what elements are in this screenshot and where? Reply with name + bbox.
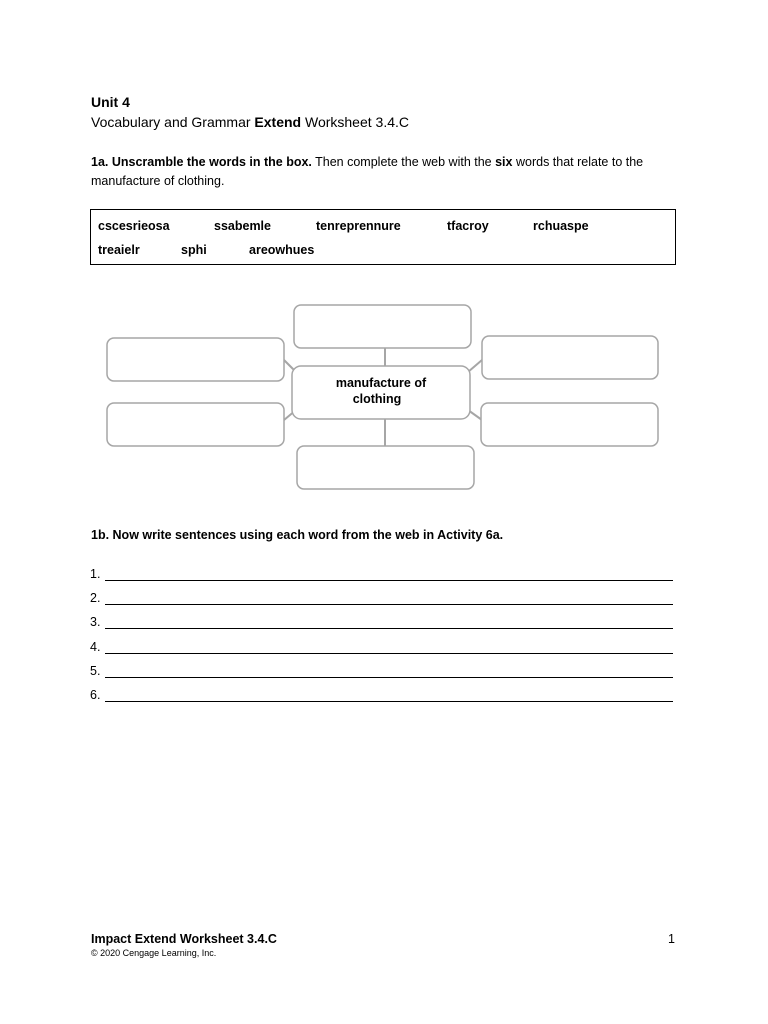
activity-1a-text-pre: Then complete the web with the bbox=[311, 155, 496, 169]
scrambled-word: areowhues bbox=[249, 243, 315, 257]
activity-1a-label: 1a. Unscramble the words in the box. bbox=[91, 155, 312, 169]
web-answer-box-bottom[interactable] bbox=[297, 446, 474, 489]
activity-1b-instruction: 1b. Now write sentences using each word from the web in Activity 6a. bbox=[91, 528, 504, 542]
writing-rule bbox=[105, 604, 673, 605]
scrambled-word: cscesrieosa bbox=[98, 219, 170, 233]
web-answer-box-upper-left[interactable] bbox=[107, 338, 284, 381]
footer-copyright: © 2020 Cengage Learning, Inc. bbox=[91, 948, 217, 958]
activity-1a-bold-word: six bbox=[495, 155, 513, 169]
scrambled-word: tfacroy bbox=[447, 219, 489, 233]
sentence-line-3[interactable] bbox=[90, 615, 106, 629]
writing-rule bbox=[105, 653, 673, 654]
subtitle-bold: Extend bbox=[254, 114, 302, 130]
scrambled-word: sphi bbox=[181, 243, 207, 257]
web-answer-box-upper-right[interactable] bbox=[482, 336, 658, 379]
sentence-line-4[interactable] bbox=[90, 640, 106, 654]
line-number: 4. bbox=[90, 640, 101, 654]
scrambled-word: treaielr bbox=[98, 243, 140, 257]
line-number: 1. bbox=[90, 567, 101, 581]
page-number: 1 bbox=[668, 932, 675, 946]
subtitle-suffix: Worksheet 3.4.C bbox=[301, 114, 409, 130]
sentence-line-5[interactable] bbox=[90, 664, 106, 678]
sentence-line-1[interactable] bbox=[90, 567, 106, 581]
writing-rule bbox=[105, 677, 673, 678]
line-number: 2. bbox=[90, 591, 101, 605]
subtitle-prefix: Vocabulary and Grammar bbox=[91, 114, 255, 130]
scrambled-word: ssabemle bbox=[214, 219, 271, 233]
unit-heading: Unit 4 bbox=[91, 94, 130, 110]
sentence-line-2[interactable] bbox=[90, 591, 106, 605]
writing-rule bbox=[105, 580, 673, 581]
scrambled-word: rchuaspe bbox=[533, 219, 589, 233]
line-number: 5. bbox=[90, 664, 101, 678]
web-answer-box-top[interactable] bbox=[294, 305, 471, 348]
web-center-label-line2: clothing bbox=[352, 392, 402, 406]
web-center-label-line1: manufacture of bbox=[335, 376, 427, 390]
line-number: 3. bbox=[90, 615, 101, 629]
line-number: 6. bbox=[90, 688, 101, 702]
writing-rule bbox=[105, 628, 673, 629]
web-answer-box-lower-left[interactable] bbox=[107, 403, 284, 446]
activity-1a-text-post: words that relate to the manufacture of clothing. bbox=[91, 155, 644, 188]
scrambled-word: tenreprennure bbox=[316, 219, 401, 233]
connector-upper-right bbox=[468, 360, 482, 372]
web-answer-box-lower-right[interactable] bbox=[481, 403, 658, 446]
writing-rule bbox=[105, 701, 673, 702]
sentence-line-6[interactable] bbox=[90, 688, 106, 702]
footer-title: Impact Extend Worksheet 3.4.C bbox=[91, 932, 277, 946]
